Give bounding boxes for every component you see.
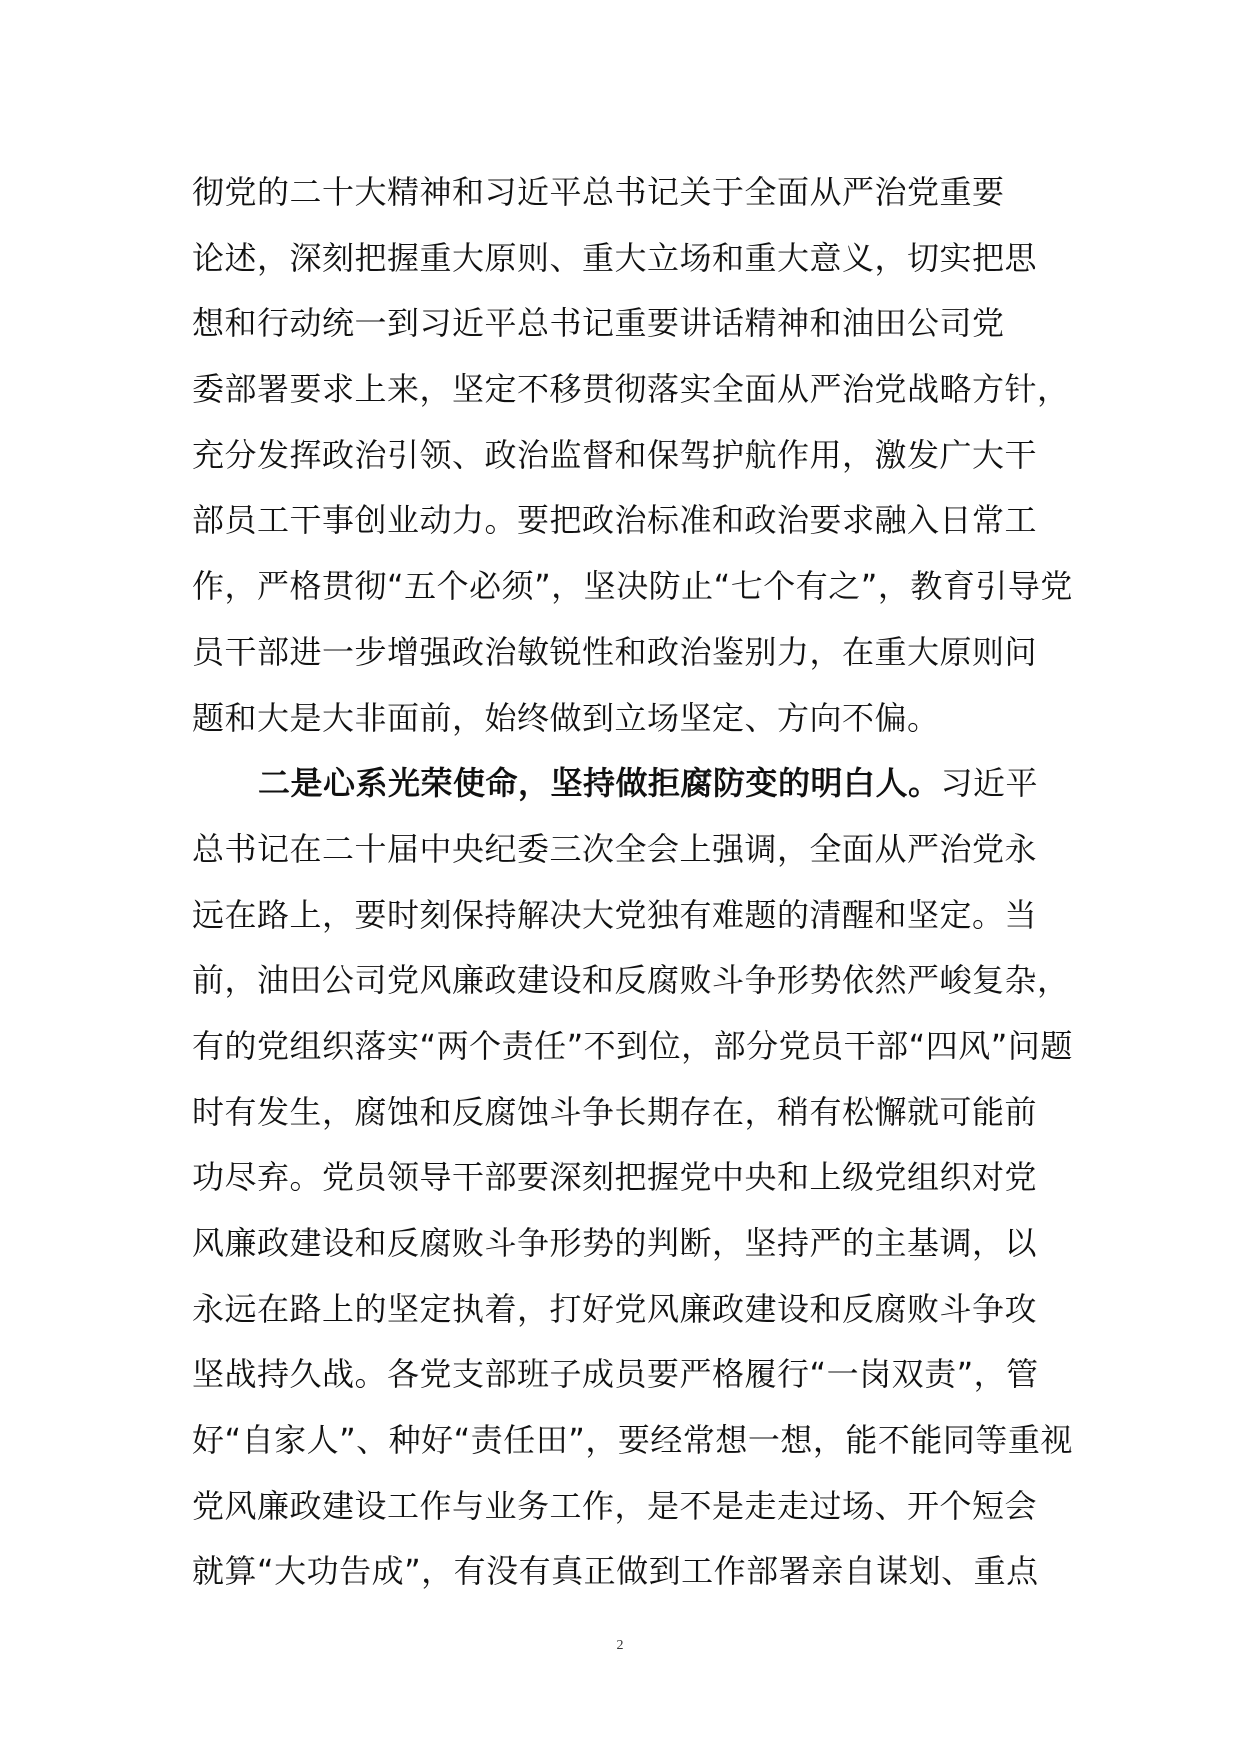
text-line: 论述，深刻把握重大原则、重大立场和重大意义，切实把思 <box>192 238 1038 277</box>
text-line: 时有发生，腐蚀和反腐蚀斗争长期存在，稍有松懈就可能前 <box>192 1092 1038 1131</box>
page-number: 2 <box>616 1638 624 1653</box>
text-line: 就算“大功告成”，有没有真正做到工作部署亲自谋划、重点 <box>192 1552 1039 1591</box>
text-line: 员干部进一步增强政治敏锐性和政治鉴别力，在重大原则问 <box>192 632 1038 671</box>
document-body <box>192 160 1073 1605</box>
text-line: 永远在路上的坚定执着，打好党风廉政建设和反腐败斗争攻 <box>192 1289 1038 1328</box>
text-line: 部员工干事创业动力。要把政治标准和政治要求融入日常工 <box>192 501 1038 540</box>
text-line: 功尽弃。党员领导干部要深刻把握党中央和上级党组织对党 <box>192 1158 1038 1197</box>
text-line: 远在路上，要时刻保持解决大党独有难题的清醒和坚定。当 <box>192 895 1038 934</box>
text-line: 好“自家人”、种好“责任田”，要经常想一想，能不能同等重视 <box>192 1421 1073 1460</box>
paragraph-2 <box>192 751 1073 1605</box>
paragraph-first-line <box>192 751 1052 817</box>
text-line: 委部署要求上来，坚定不移贯彻落实全面从严治党战略方针， <box>192 370 1070 409</box>
paragraph-heading: 二是心系光荣使命，坚持做拒腐防变的明白人。 <box>258 764 941 803</box>
text-line: 坚战持久战。各党支部班子成员要严格履行“一岗双责”，管 <box>192 1355 1039 1394</box>
text-line: 有的党组织落实“两个责任”不到位，部分党员干部“四风”问题 <box>192 1026 1073 1065</box>
text-line: 充分发挥政治引领、政治监督和保驾护航作用，激发广大干 <box>192 435 1038 474</box>
text-line: 风廉政建设和反腐败斗争形势的判断，坚持严的主基调，以 <box>192 1224 1038 1262</box>
text-span: 习近平 <box>940 764 1039 803</box>
text-line: 彻党的二十大精神和习近平总书记关于全面从严治党重要 <box>192 173 1005 211</box>
text-line: 题和大是大非面前，始终做到立场坚定、方向不偏。 <box>192 698 940 737</box>
text-line: 前，油田公司党风廉政建设和反腐败斗争形势依然严峻复杂， <box>192 961 1070 1000</box>
text-line: 总书记在二十届中央纪委三次全会上强调，全面从严治党永 <box>192 829 1038 868</box>
paragraph-1 <box>192 160 1073 751</box>
text-line: 想和行动统一到习近平总书记重要讲话精神和油田公司党 <box>192 304 1005 343</box>
text-line: 党风廉政建设工作与业务工作，是不是走走过场、开个短会 <box>192 1486 1038 1525</box>
text-line: 作，严格贯彻“五个必须”，坚决防止“七个有之”，教育引导党 <box>192 567 1073 606</box>
